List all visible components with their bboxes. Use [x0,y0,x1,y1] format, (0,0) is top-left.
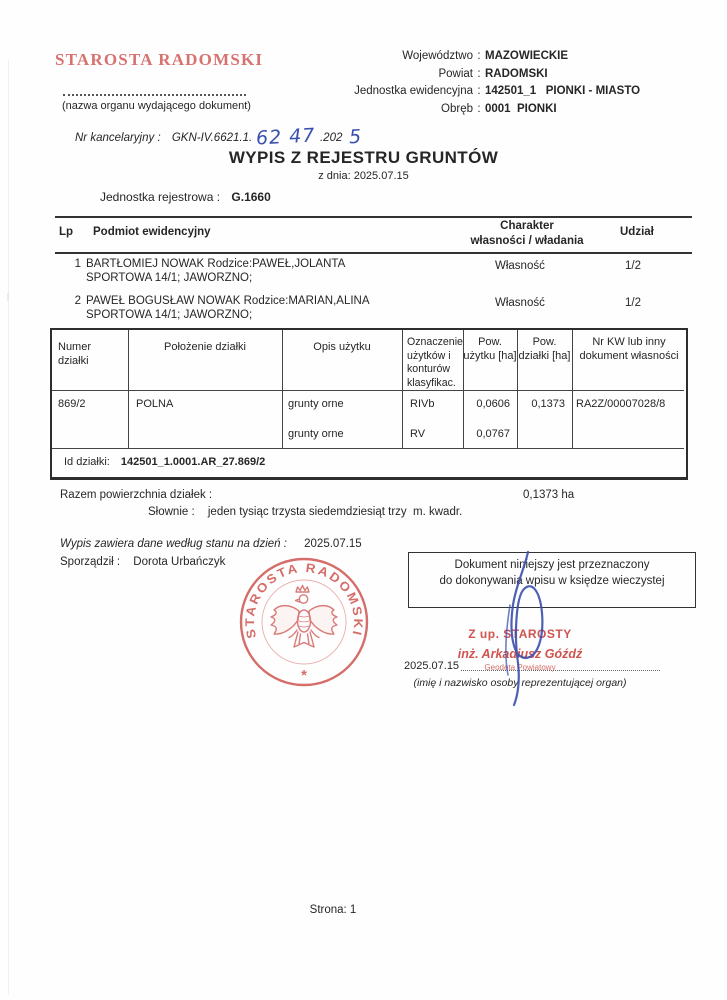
admin-fields-block [335,50,655,120]
official-round-stamp [236,554,372,690]
state-as-of-line [60,538,362,550]
parcels-col-use-area: Pow. użytku [ha] [463,336,517,362]
registry-unit-label: Jednostka rejestrowa : [100,190,221,204]
parcel-use2-desc-cell: grunty orne [288,428,344,440]
parcel-use1-class-cell: RIVb [410,398,435,410]
eagle-crown [296,585,309,592]
parcel-use2-area-cell: 0,0767 [476,428,510,440]
registry-unit [100,190,271,204]
admin-field-label: Powiat [438,67,473,80]
admin-field-colon: : [477,50,481,62]
owner-row-character: Własność [495,297,545,309]
scan-speck-artifact [7,293,9,301]
signature-scribble [480,545,580,710]
total-area-label: Razem powierzchnia działek : [60,489,213,501]
file-number-line [75,124,363,150]
parcel-use1-area-cell: 0,0606 [476,398,510,410]
parcel-id-row [64,456,265,468]
state-as-of-value: 2025.07.15 [304,538,362,550]
parcels-id-topline [52,448,684,449]
admin-field-label: Obręb [441,102,473,115]
parcels-col-kw: Nr KW lub inny dokument własności [579,336,679,362]
prepared-by-line [60,556,225,568]
signature-secondary-stroke [506,605,510,675]
signature-main-stroke [512,552,543,705]
signature-date: 2025.07.15 [404,660,460,672]
owner-row-address: SPORTOWA 14/1; JAWORZNO; [86,309,253,321]
eagle-body-feathers [299,616,309,627]
parcels-table-vline [572,330,573,448]
admin-field-row [335,103,655,121]
admin-field-label: Jednostka ewidencyjna [354,85,473,97]
file-number-handwritten-1: 62 47 [255,124,317,150]
registry-unit-value: G.1660 [231,190,271,204]
owners-col-subject: Podmiot ewidencyjny [93,226,211,238]
parcel-kw-cell: RA2Z/00007028/8 [576,398,666,410]
admin-field-value: 0001 PIONKI [485,102,557,115]
scan-edge-artifact [8,60,9,995]
owners-col-share: Udział [620,226,654,238]
parcel-id-value: 142501_1.0001.AR_27.869/2 [120,456,266,468]
amount-in-words [148,506,462,518]
parcel-id-label: Id działki: [64,456,110,468]
total-area-value: 0,1373 ha [523,489,575,501]
eagle-head [299,595,307,603]
page-number: Strona: 1 [309,904,357,916]
owners-col-character-line1: Charakter [500,220,554,232]
parcel-area-cell: 0,1373 [531,398,565,410]
parcel-use1-desc-cell: grunty orne [288,398,344,410]
issuer-stamp-text: STAROSTA RADOMSKI [55,50,264,69]
owner-row-name: PAWEŁ BOGUSŁAW NOWAK Rodzice:MARIAN,ALINA [86,295,370,307]
purpose-box-line2: do dokonywania wpisu w księdze wieczystej [439,574,665,587]
signer-title: Geodeta Powiatowy [484,663,556,672]
admin-field-row [335,68,655,86]
owner-row-name: BARTŁOMIEJ NOWAK Rodzice:PAWEŁ,JOLANTA [86,258,346,270]
parcels-table [50,328,688,480]
parcels-table-vline [402,330,403,448]
parcels-col-parcel-area: Pow. działki [ha] [518,336,571,362]
eagle-legs [289,630,319,638]
admin-field-value: MAZOWIECKIE [485,50,569,62]
owner-row-share: 1/2 [625,297,641,309]
admin-field-row [335,85,655,103]
owners-header-underline [55,252,692,254]
parcel-use2-class-cell: RV [410,428,426,440]
parcels-col-parcel-no: Numer działki [58,341,92,367]
parcels-col-class: Oznaczenie użytków i konturów klasyfikac. [407,336,463,389]
parcel-location-cell: POLNA [136,398,174,410]
signature-caption: (imię i nazwisko osoby reprezentującej organ) [413,677,627,689]
admin-field-value: RADOMSKI [485,67,548,80]
parcels-col-location: Położenie działki [164,341,246,353]
admin-field-colon: : [477,85,481,97]
in-words-value: jeden tysiąc trzysta siedemdziesiąt trzy m. kwadr. [207,506,463,518]
admin-field-colon: : [477,102,481,115]
deputy-line: Z up. STAROSTY [468,627,572,641]
purpose-box-line1: Dokument niniejszy jest przeznaczony [454,559,650,571]
owners-table-topline [55,216,692,218]
stamp-ring-text: STAROSTA RADOMSKI [242,560,366,640]
prepared-by-value: Dorota Urbańczyk [133,556,226,568]
owner-row-lp: 2 [74,295,81,307]
prepared-by-label: Sporządził : [60,556,121,568]
file-number-suffix: .202 [319,132,343,144]
signer-name: inż. Arkadiusz Góźdź [457,647,583,661]
file-number-prefix: GKN-IV.6621.1. [171,132,253,144]
issuer-caption: (nazwa organu wydającego dokument) [62,100,251,112]
admin-field-label: Województwo [402,50,473,62]
owner-row-share: 1/2 [625,260,641,272]
owner-row-lp: 1 [74,258,81,270]
owner-row-address: SPORTOWA 14/1; JAWORZNO; [86,272,253,284]
admin-field-colon: : [477,67,481,80]
owners-col-lp: Lp [59,226,74,238]
eagle-left-wing [271,606,299,634]
eagle-tail [294,632,314,647]
document-date: z dnia: 2025.07.15 [318,170,409,182]
document-title: WYPIS Z REJESTRU GRUNTÓW [228,148,499,167]
in-words-label: Słownie : [148,506,195,518]
owners-table [55,216,692,321]
file-number-label: Nr kancelaryjny : [75,132,161,144]
parcels-header-underline [52,390,684,391]
owners-col-character [447,219,607,249]
admin-field-value: 142501_1 PIONKI - MIASTO [485,85,641,97]
admin-field-row [335,50,655,68]
state-as-of-label: Wypis zawiera dane według stanu na dzień : [60,538,287,550]
parcel-no-cell: 869/2 [58,398,86,410]
parcels-col-use-desc: Opis użytku [313,341,371,353]
file-number-handwritten-2: 5 [348,125,363,149]
eagle-emblem [271,585,337,647]
issuer-dotted-line [63,94,246,96]
stamp-bottom-star: * [301,667,307,684]
owners-col-character-line2: własności / władania [470,235,584,247]
owner-row-character: Własność [495,260,545,272]
svg-text:STAROSTA RADOMSKI [243,561,365,640]
eagle-right-wing [309,606,337,634]
